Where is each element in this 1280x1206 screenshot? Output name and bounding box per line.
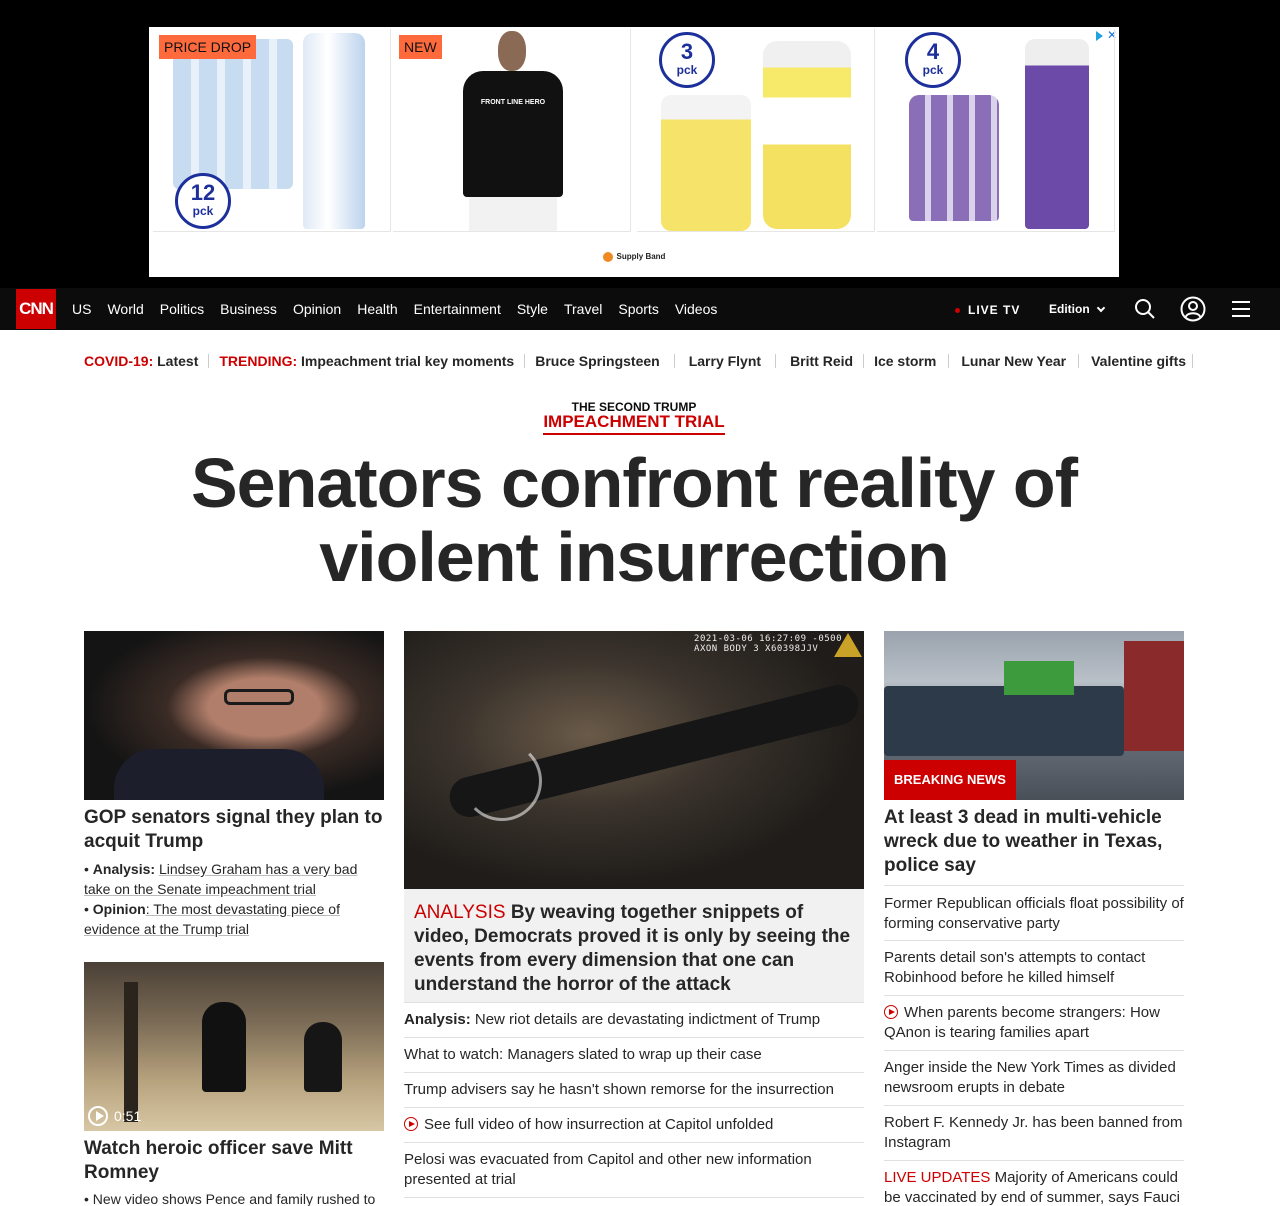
list-item[interactable] <box>404 1108 864 1143</box>
related-link[interactable]: • New video shows Pence and family rushed to <box>84 1191 376 1206</box>
tshirt-text: FRONT LINE HERO <box>480 99 546 106</box>
link-label: Analysis: <box>92 861 156 877</box>
section-kicker-top[interactable]: THE SECOND TRUMP <box>571 400 697 414</box>
ad-choices[interactable]: ✕ <box>1096 28 1117 42</box>
product-image <box>909 95 999 221</box>
divider <box>208 354 209 368</box>
live-tv-label: LIVE TV <box>968 303 1021 317</box>
list-item[interactable] <box>404 1143 864 1198</box>
trending-bar <box>84 351 1199 371</box>
figure <box>304 1022 342 1092</box>
pack-count-badge: 12 pck <box>175 173 231 229</box>
menu-icon[interactable] <box>1230 298 1252 320</box>
list-item-text: See full video of how insurrection at Capitol unfolded <box>424 1116 774 1133</box>
live-tv-link[interactable] <box>955 303 1035 317</box>
story-title[interactable]: Watch heroic officer save Mitt Romney <box>84 1138 353 1183</box>
story-title[interactable]: GOP senators signal they plan to acquit Trump <box>84 807 383 852</box>
suit <box>114 749 324 800</box>
analysis-kicker: ANALYSIS <box>414 902 506 923</box>
bodycam-camera-id: AXON BODY 3 X60398JJV <box>694 644 819 654</box>
trending-label: TRENDING: <box>219 353 298 369</box>
nav-link-travel[interactable]: Travel <box>563 301 603 317</box>
product-image <box>303 33 365 229</box>
product-image <box>173 39 293 189</box>
column <box>124 982 138 1122</box>
list-item[interactable] <box>404 1003 864 1038</box>
link-label: Opinion <box>92 901 146 917</box>
trending-link[interactable]: Ice storm <box>874 353 937 369</box>
story-image-senator[interactable] <box>84 631 384 800</box>
pack-count-badge: 3 pck <box>659 32 715 88</box>
list-item[interactable] <box>884 885 1184 941</box>
divider <box>524 354 525 368</box>
related-links <box>84 859 384 939</box>
related-links <box>84 1189 384 1206</box>
list-item-text: Former Republican officials float possibility of forming conservative party <box>884 895 1184 932</box>
live-updates-kicker: LIVE UPDATES <box>884 1169 991 1186</box>
supply-band-logo-icon <box>603 252 613 262</box>
list-item[interactable] <box>404 1073 864 1108</box>
video-thumbnail-officer[interactable] <box>84 962 384 1131</box>
trending-link[interactable]: Valentine gifts <box>1091 353 1187 369</box>
nav-link-politics[interactable]: Politics <box>159 301 205 317</box>
glasses <box>224 689 294 705</box>
truck-green <box>1004 661 1074 695</box>
product-image <box>763 41 851 229</box>
banner-headline[interactable]: Senators confront reality of violent insurrection <box>190 444 1078 596</box>
ad-footer[interactable] <box>149 252 1119 262</box>
section-kicker-bottom[interactable] <box>0 412 1268 435</box>
ad-product-tshirt[interactable] <box>393 29 631 232</box>
list-item-text: Pelosi was evacuated from Capitol and other new information presented at trial <box>404 1151 812 1188</box>
edition-selector[interactable] <box>1049 302 1119 316</box>
figure <box>202 1002 246 1092</box>
video-play-icon <box>884 1005 898 1019</box>
list-item[interactable] <box>404 1038 864 1073</box>
product-image <box>1025 39 1089 229</box>
trending-link[interactable]: Impeachment trial key moments <box>301 353 515 369</box>
lead-video-image[interactable] <box>404 631 864 889</box>
ad-product-wipes[interactable] <box>637 29 875 232</box>
covid-label: COVID-19: <box>84 353 154 369</box>
divider <box>863 354 864 368</box>
new-tag: NEW <box>399 35 442 59</box>
lead-headline-text: By weaving together snippets of video, Democrats proved it is only by seeing the events from every dimension that one can understand the horror of the attack <box>414 902 851 995</box>
list-item[interactable] <box>884 941 1184 996</box>
divider <box>674 354 675 368</box>
bodycam-timestamp: 2021-03-06 16:27:09 -0500 <box>694 634 842 644</box>
related-link[interactable]: • Opinion: The most devastating piece of evidence at the Trump trial <box>84 901 340 937</box>
ad-unit[interactable] <box>149 27 1119 277</box>
play-icon <box>88 1106 108 1126</box>
model-pants <box>469 197 557 232</box>
pack-count-badge: 4 pck <box>905 32 961 88</box>
list-item-text: Anger inside the New York Times as divided newsroom erupts in debate <box>884 1059 1176 1096</box>
nav-link-us[interactable]: US <box>72 301 92 317</box>
list-item-text: New riot details are devastating indictment of Trump <box>474 1011 821 1028</box>
list-item-text: What to watch: Managers slated to wrap up their case <box>404 1046 762 1063</box>
covid-latest-link[interactable]: Latest <box>157 353 199 369</box>
link-text: New video shows Pence and family rushed to <box>92 1191 376 1206</box>
model-head <box>498 31 526 71</box>
nav-link-entertainment[interactable]: Entertainment <box>413 301 501 317</box>
trending-link[interactable]: Larry Flynt <box>688 353 762 369</box>
account-icon[interactable] <box>1180 296 1206 322</box>
ad-advertiser-name: Supply Band <box>616 252 666 262</box>
divider <box>1192 354 1193 368</box>
search-icon[interactable] <box>1134 298 1156 320</box>
top-navigation <box>0 288 1280 330</box>
list-item-text: Trump advisers say he hasn't shown remorse for the insurrection <box>404 1081 834 1098</box>
list-item[interactable] <box>884 1106 1184 1161</box>
list-item-text: When parents become strangers: How QAnon is tearing families apart <box>884 1004 1160 1041</box>
video-duration: 0:51 <box>114 1108 142 1124</box>
nav-links <box>72 288 733 330</box>
nav-link-world[interactable]: World <box>107 301 144 317</box>
list-item-text: Majority of Americans could be vaccinated by end of summer, says Fauci <box>884 1169 1180 1206</box>
breaking-news-badge: BREAKING NEWS <box>884 760 1016 800</box>
product-image <box>661 95 751 231</box>
nav-link-sports[interactable]: Sports <box>618 301 659 317</box>
list-item[interactable] <box>884 1161 1184 1206</box>
list-item-label: Analysis: <box>404 1011 471 1028</box>
divider <box>948 354 949 368</box>
lead-headline-box[interactable] <box>404 889 864 1003</box>
nav-link-health[interactable]: Health <box>357 301 398 317</box>
chevron-down-icon <box>1096 304 1104 312</box>
lead-headline <box>414 901 854 997</box>
tshirt-image <box>463 71 563 197</box>
nav-link-style[interactable]: Style <box>516 301 548 317</box>
edition-label: Edition <box>1049 302 1090 316</box>
related-link[interactable]: • Analysis: Lindsey Graham has a very bad take on the Senate impeachment trial <box>84 861 358 897</box>
bodycam-overlay <box>694 634 842 654</box>
list-item[interactable] <box>884 1051 1184 1106</box>
story-image-wreck[interactable] <box>884 631 1184 800</box>
truck-red <box>1124 641 1184 751</box>
trending-link[interactable]: Britt Reid <box>790 353 854 369</box>
nav-link-opinion[interactable]: Opinion <box>292 301 342 317</box>
list-item-text: Parents detail son's attempts to contact Robinhood before he killed himself <box>884 949 1146 986</box>
video-duration-badge <box>88 1106 141 1126</box>
trending-link[interactable]: Lunar New Year <box>961 353 1067 369</box>
ad-product-clorox[interactable] <box>877 29 1115 232</box>
story-title[interactable]: At least 3 dead in multi-vehicle wreck due to weather in Texas, police say <box>884 807 1163 876</box>
divider <box>1078 354 1079 368</box>
live-dot-icon <box>955 308 960 313</box>
list-item[interactable] <box>884 996 1184 1051</box>
trending-link[interactable]: Bruce Springsteen <box>535 353 660 369</box>
cnn-logo[interactable]: CNN <box>16 289 56 329</box>
list-item-text: Robert F. Kennedy Jr. has been banned from Instagram <box>884 1114 1183 1151</box>
link-text: Lindsey Graham has a very bad take on the Senate impeachment trial <box>84 861 358 897</box>
section-kicker-label: IMPEACHMENT TRIAL <box>543 412 724 435</box>
ad-product-disinfectant-spray[interactable] <box>153 29 391 232</box>
ad-banner-area <box>0 0 1280 288</box>
price-drop-tag: PRICE DROP <box>159 35 256 59</box>
truck <box>884 686 1124 756</box>
nav-link-videos[interactable]: Videos <box>674 301 718 317</box>
divider <box>775 354 776 368</box>
loading-spinner <box>462 741 542 821</box>
link-text: : The most devastating piece of evidence at the Trump trial <box>84 901 340 937</box>
axon-logo-icon <box>834 633 862 657</box>
nav-link-business[interactable]: Business <box>220 301 277 317</box>
video-play-icon <box>404 1117 418 1131</box>
